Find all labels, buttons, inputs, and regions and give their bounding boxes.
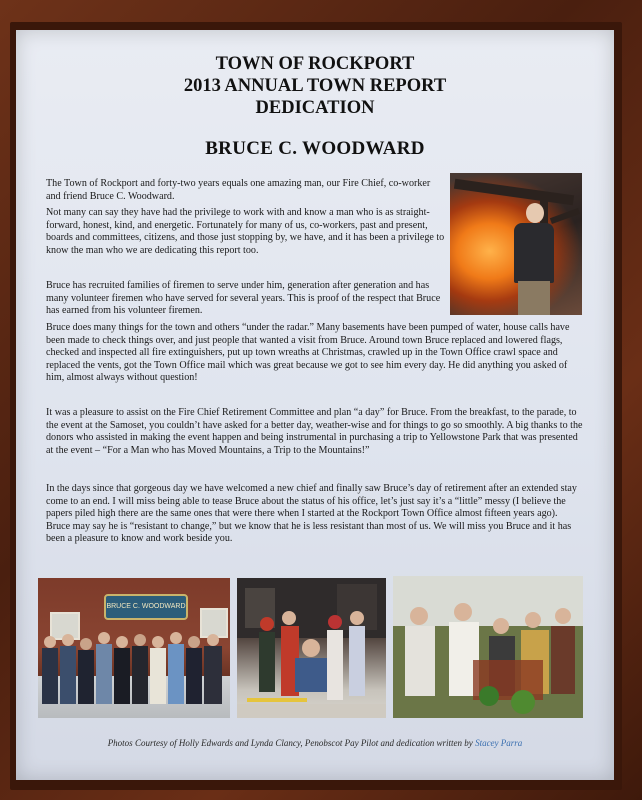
paragraph-under-radar: Bruce does many things for the town and others “under the radar.” Many basements have been pumped of water, house calls have been made to check things over, and just people that wanted a visit from Bruce. Around town Bruce replaced and lowered flags, checked and inspected all fire extinguishers, put up town wreaths at Christmas, crawled up in the Town Office crawl space and replaced the vents, got the Town Office mail which was great because we got to see him every day. He did anything you asked of him, almost always without question!	[46, 322, 570, 384]
caption-author: Stacey Parra	[475, 738, 523, 748]
paragraph-privilege: Not many can say they have had the privilege to work with and know a man who is as straight-forward, honest, kind, and energetic. Fortunately for many of us, co-workers, past and present, boards and committees, citizens, and those just stopping by, we have, and it has been a privilege to know the man who we are dedicating this report too.	[46, 207, 445, 256]
photo-caption	[16, 738, 614, 748]
building-sign-text: BRUCE C. WOODWARD	[106, 603, 186, 610]
children-scene	[237, 578, 386, 718]
honoree-name: BRUCE C. WOODWARD	[205, 138, 425, 159]
chief-figure-legs	[518, 281, 550, 315]
building-sign	[104, 594, 188, 620]
chief-figure-body	[514, 223, 554, 283]
paragraph-retirement-committee: It was a pleasure to assist on the Fire Chief Retirement Committee and plan “a day” for Bruce. From the breakfast, to the parade, to the event at the Samoset, you couldn’t have asked for a better day, weather-wise and for things to go so smoothly. A big thanks to the donors who assisted in making the event happen and being instrumental in purchasing a trip to Yellowstone Park that was presented at the event – “For a Man who has Moved Mountains, a Trip to the Mountains!”	[46, 407, 583, 456]
paragraph-recruited: Bruce has recruited families of firemen to serve under him, generation after generation and has many volunteer firemen who have served for several years. This is proof of the respect that Bruce has earned from his volunteer firemen.	[46, 280, 441, 317]
town-office-group-photo	[38, 578, 230, 718]
chief-figure-head	[526, 203, 544, 223]
heading-town: TOWN OF ROCKPORT	[215, 54, 415, 74]
outdoor-scene	[393, 576, 583, 718]
paragraph-intro: The Town of Rockport and forty-two years equals one amazing man, our Fire Chief, co-worker and friend Bruce C. Woodward.	[46, 178, 431, 202]
heading-dedication: DEDICATION	[255, 98, 375, 118]
heading-report: 2013 ANNUAL TOWN REPORT	[183, 76, 447, 96]
paragraph-closing: In the days since that gorgeous day we have welcomed a new chief and finally saw Bruce’s day of retirement after an extended stay come to an end. I will miss being able to tease Bruce about the status of his office, let’s just say it’s a “little” messy (I believe the papers piled high there are the same ones that were there when I started at the Rockport Town Office almost fifteen years ago). Bruce may say he is “resistant to change,” but we know that he is less resistant than most of us. We will miss you Bruce and it has been a pleasure to know and work beside you.	[46, 483, 577, 545]
crowd-of-people	[38, 618, 230, 708]
fire-chief-photo	[450, 173, 582, 315]
caption-text: Photos Courtesy of Holly Edwards and Lynda Clancy, Penobscot Pay Pilot and dedication written by	[107, 738, 476, 748]
outdoor-group-photo	[393, 576, 583, 718]
children-with-chief-photo	[237, 578, 386, 718]
dedication-page	[16, 30, 614, 780]
